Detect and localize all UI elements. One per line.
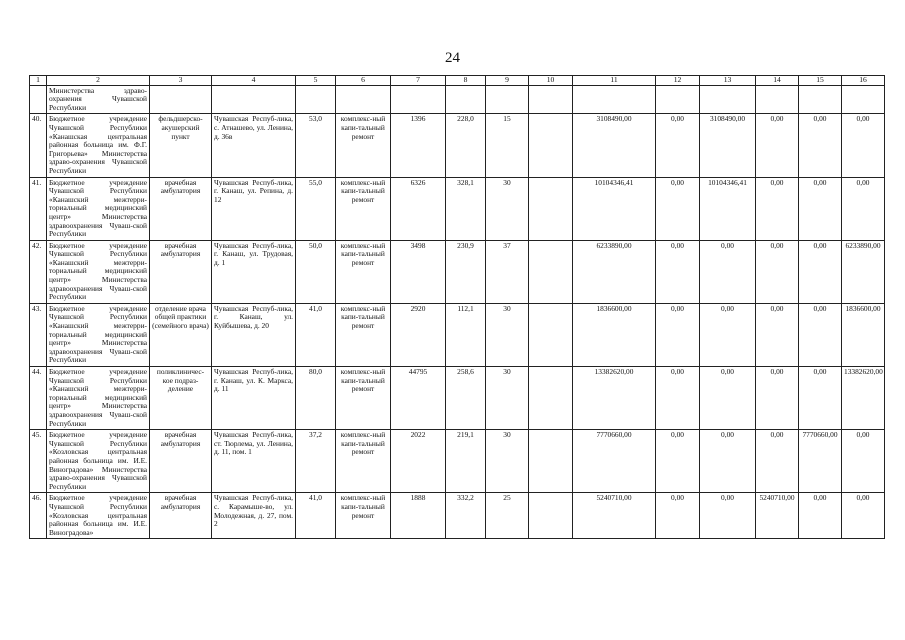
amount-cell: 0,00 <box>799 303 842 366</box>
institution-cell: Бюджетное учреждение Чувашской Республики «Козловская центральная районная больница им. И.Е. Виноградова» <box>47 493 150 539</box>
area-cell: 41,0 <box>296 493 336 539</box>
amount-cell: 3108490,00 <box>700 114 756 177</box>
value-cell: 30 <box>486 303 529 366</box>
value-cell: 30 <box>486 430 529 493</box>
value-cell: 30 <box>486 367 529 430</box>
col-header: 7 <box>391 76 446 86</box>
address-cell: Чувашская Респуб-лика, г. Канаш, ул. К. Маркса, д. 11 <box>212 367 296 430</box>
amount-cell: 0,00 <box>799 367 842 430</box>
value-cell <box>529 303 573 366</box>
object-cell: врачебная амбулатория <box>150 430 212 493</box>
value-cell: 332,2 <box>446 493 486 539</box>
amount-cell: 5240710,00 <box>756 493 799 539</box>
col-header: 14 <box>756 76 799 86</box>
area-cell: 37,2 <box>296 430 336 493</box>
address-cell: Чувашская Респуб-лика, с. Атнашево, ул. Ленина, д. 36в <box>212 114 296 177</box>
amount-cell: 10104346,41 <box>573 177 656 240</box>
area-cell: 53,0 <box>296 114 336 177</box>
col-header: 9 <box>486 76 529 86</box>
value-cell: 228,0 <box>446 114 486 177</box>
value-cell <box>529 240 573 303</box>
value-cell: 6326 <box>391 177 446 240</box>
amount-cell: 0,00 <box>756 114 799 177</box>
object-cell: отделение врача общей практики (семейного врача) <box>150 303 212 366</box>
amount-cell: 0,00 <box>656 367 700 430</box>
amount-cell: 0,00 <box>756 367 799 430</box>
table-row <box>30 240 885 303</box>
work-type-cell: комплекс-ный капи-тальный ремонт <box>336 367 391 430</box>
value-cell: 2920 <box>391 303 446 366</box>
page-number: 24 <box>445 50 460 66</box>
amount-cell: 0,00 <box>842 430 885 493</box>
amount-cell: 1836600,00 <box>573 303 656 366</box>
row-number: 42. <box>30 240 47 303</box>
table-row <box>30 367 885 430</box>
amount-cell: 0,00 <box>700 240 756 303</box>
value-cell <box>529 177 573 240</box>
object-cell: фельдшерско-акушерский пункт <box>150 114 212 177</box>
area-cell: 55,0 <box>296 177 336 240</box>
area-cell: 50,0 <box>296 240 336 303</box>
data-table <box>29 75 885 539</box>
table-row <box>30 177 885 240</box>
value-cell: 1396 <box>391 114 446 177</box>
work-type-cell: комплекс-ный капи-тальный ремонт <box>336 177 391 240</box>
institution-cell: Бюджетное учреждение Чувашской Республики «Канашский межтерри-ториальный медицинский центр» Министерства здравоохранения Чуваш-ской Республики <box>47 177 150 240</box>
amount-cell: 0,00 <box>799 114 842 177</box>
address-cell: Чувашская Респуб-лика, ст. Тюрлема, ул. Ленина, д. 11, пом. 1 <box>212 430 296 493</box>
value-cell <box>529 114 573 177</box>
col-header: 8 <box>446 76 486 86</box>
col-header: 3 <box>150 76 212 86</box>
continuation-row <box>30 85 885 114</box>
work-type-cell: комплекс-ный капи-тальный ремонт <box>336 303 391 366</box>
amount-cell: 0,00 <box>842 493 885 539</box>
amount-cell: 1836600,00 <box>842 303 885 366</box>
value-cell: 1888 <box>391 493 446 539</box>
object-cell: поликлиничес-кое подраз-деление <box>150 367 212 430</box>
col-header: 6 <box>336 76 391 86</box>
work-type-cell: комплекс-ный капи-тальный ремонт <box>336 430 391 493</box>
amount-cell: 0,00 <box>842 177 885 240</box>
amount-cell: 6233890,00 <box>842 240 885 303</box>
institution-cell: Бюджетное учреждение Чувашской Республики «Канашский межтерри-ториальный медицинский центр» Министерства здравоохранения Чуваш-ской Республики <box>47 240 150 303</box>
amount-cell: 10104346,41 <box>700 177 756 240</box>
table-row <box>30 114 885 177</box>
amount-cell: 0,00 <box>756 303 799 366</box>
col-header: 12 <box>656 76 700 86</box>
value-cell: 219,1 <box>446 430 486 493</box>
value-cell: 112,1 <box>446 303 486 366</box>
value-cell: 25 <box>486 493 529 539</box>
amount-cell: 0,00 <box>756 177 799 240</box>
amount-cell: 0,00 <box>700 493 756 539</box>
amount-cell: 0,00 <box>756 240 799 303</box>
institution-cell: Бюджетное учреждение Чувашской Республики «Козловская центральная районная больница им. И.Е. Виноградова» Министерства здраво-охранения Чувашской Республики <box>47 430 150 493</box>
amount-cell: 0,00 <box>656 177 700 240</box>
col-header: 4 <box>212 76 296 86</box>
amount-cell: 6233890,00 <box>573 240 656 303</box>
value-cell: 37 <box>486 240 529 303</box>
amount-cell: 0,00 <box>756 430 799 493</box>
value-cell: 258,6 <box>446 367 486 430</box>
amount-cell: 0,00 <box>656 303 700 366</box>
amount-cell: 0,00 <box>700 367 756 430</box>
address-cell: Чувашская Респуб-лика, г. Канаш, ул. Репина, д. 12 <box>212 177 296 240</box>
col-header: 2 <box>47 76 150 86</box>
value-cell <box>529 493 573 539</box>
address-cell: Чувашская Респуб-лика, г. Канаш, ул. Трудовая, д. 1 <box>212 240 296 303</box>
amount-cell: 0,00 <box>656 114 700 177</box>
address-cell: Чувашская Респуб-лика, с. Карамыше-во, ул. Молодежная, д. 27, пом. 2 <box>212 493 296 539</box>
work-type-cell: комплекс-ный капи-тальный ремонт <box>336 493 391 539</box>
amount-cell: 0,00 <box>656 493 700 539</box>
row-number: 43. <box>30 303 47 366</box>
object-cell: врачебная амбулатория <box>150 177 212 240</box>
table-row <box>30 493 885 539</box>
col-header: 15 <box>799 76 842 86</box>
amount-cell: 5240710,00 <box>573 493 656 539</box>
amount-cell: 0,00 <box>700 303 756 366</box>
value-cell: 3498 <box>391 240 446 303</box>
row-number: 41. <box>30 177 47 240</box>
institution-cell: Бюджетное учреждение Чувашской Республики «Канашский межтерри-ториальный медицинский центр» Министерства здравоохранения Чуваш-ской Республики <box>47 367 150 430</box>
area-cell: 41,0 <box>296 303 336 366</box>
value-cell: 15 <box>486 114 529 177</box>
col-header: 10 <box>529 76 573 86</box>
table-row <box>30 303 885 366</box>
column-number-row <box>30 76 885 86</box>
amount-cell: 7770660,00 <box>799 430 842 493</box>
institution-cell: Бюджетное учреждение Чувашской Республики «Канашский межтерри-ториальный медицинский центр» Министерства здравоохранения Чуваш-ской Республики <box>47 303 150 366</box>
object-cell: врачебная амбулатория <box>150 493 212 539</box>
work-type-cell: комплекс-ный капи-тальный ремонт <box>336 240 391 303</box>
value-cell: 230,9 <box>446 240 486 303</box>
value-cell: 2022 <box>391 430 446 493</box>
amount-cell: 13382620,00 <box>842 367 885 430</box>
amount-cell: 0,00 <box>799 493 842 539</box>
work-type-cell: комплекс-ный капи-тальный ремонт <box>336 114 391 177</box>
amount-cell: 3108490,00 <box>573 114 656 177</box>
row-number: 40. <box>30 114 47 177</box>
amount-cell: 0,00 <box>799 240 842 303</box>
area-cell: 80,0 <box>296 367 336 430</box>
amount-cell: 0,00 <box>656 240 700 303</box>
col-header: 1 <box>30 76 47 86</box>
value-cell <box>529 367 573 430</box>
row-number: 45. <box>30 430 47 493</box>
address-cell: Чувашская Респуб-лика, г. Канаш, ул. Куйбышева, д. 20 <box>212 303 296 366</box>
row-number: 44. <box>30 367 47 430</box>
value-cell: 328,1 <box>446 177 486 240</box>
object-cell: врачебная амбулатория <box>150 240 212 303</box>
continuation-text: Министерства здраво-охранения Чувашской Республики <box>47 85 150 114</box>
col-header: 5 <box>296 76 336 86</box>
institution-cell: Бюджетное учреждение Чувашской Республики «Канашская центральная районная больница им. Ф.Г. Григорьева» Министерства здраво-охранения Чувашской Республики <box>47 114 150 177</box>
row-number: 46. <box>30 493 47 539</box>
value-cell <box>529 430 573 493</box>
amount-cell: 0,00 <box>656 430 700 493</box>
value-cell: 30 <box>486 177 529 240</box>
amount-cell: 0,00 <box>700 430 756 493</box>
value-cell: 44795 <box>391 367 446 430</box>
amount-cell: 7770660,00 <box>573 430 656 493</box>
table-row <box>30 430 885 493</box>
col-header: 13 <box>700 76 756 86</box>
col-header: 11 <box>573 76 656 86</box>
amount-cell: 0,00 <box>842 114 885 177</box>
amount-cell: 13382620,00 <box>573 367 656 430</box>
amount-cell: 0,00 <box>799 177 842 240</box>
col-header: 16 <box>842 76 885 86</box>
